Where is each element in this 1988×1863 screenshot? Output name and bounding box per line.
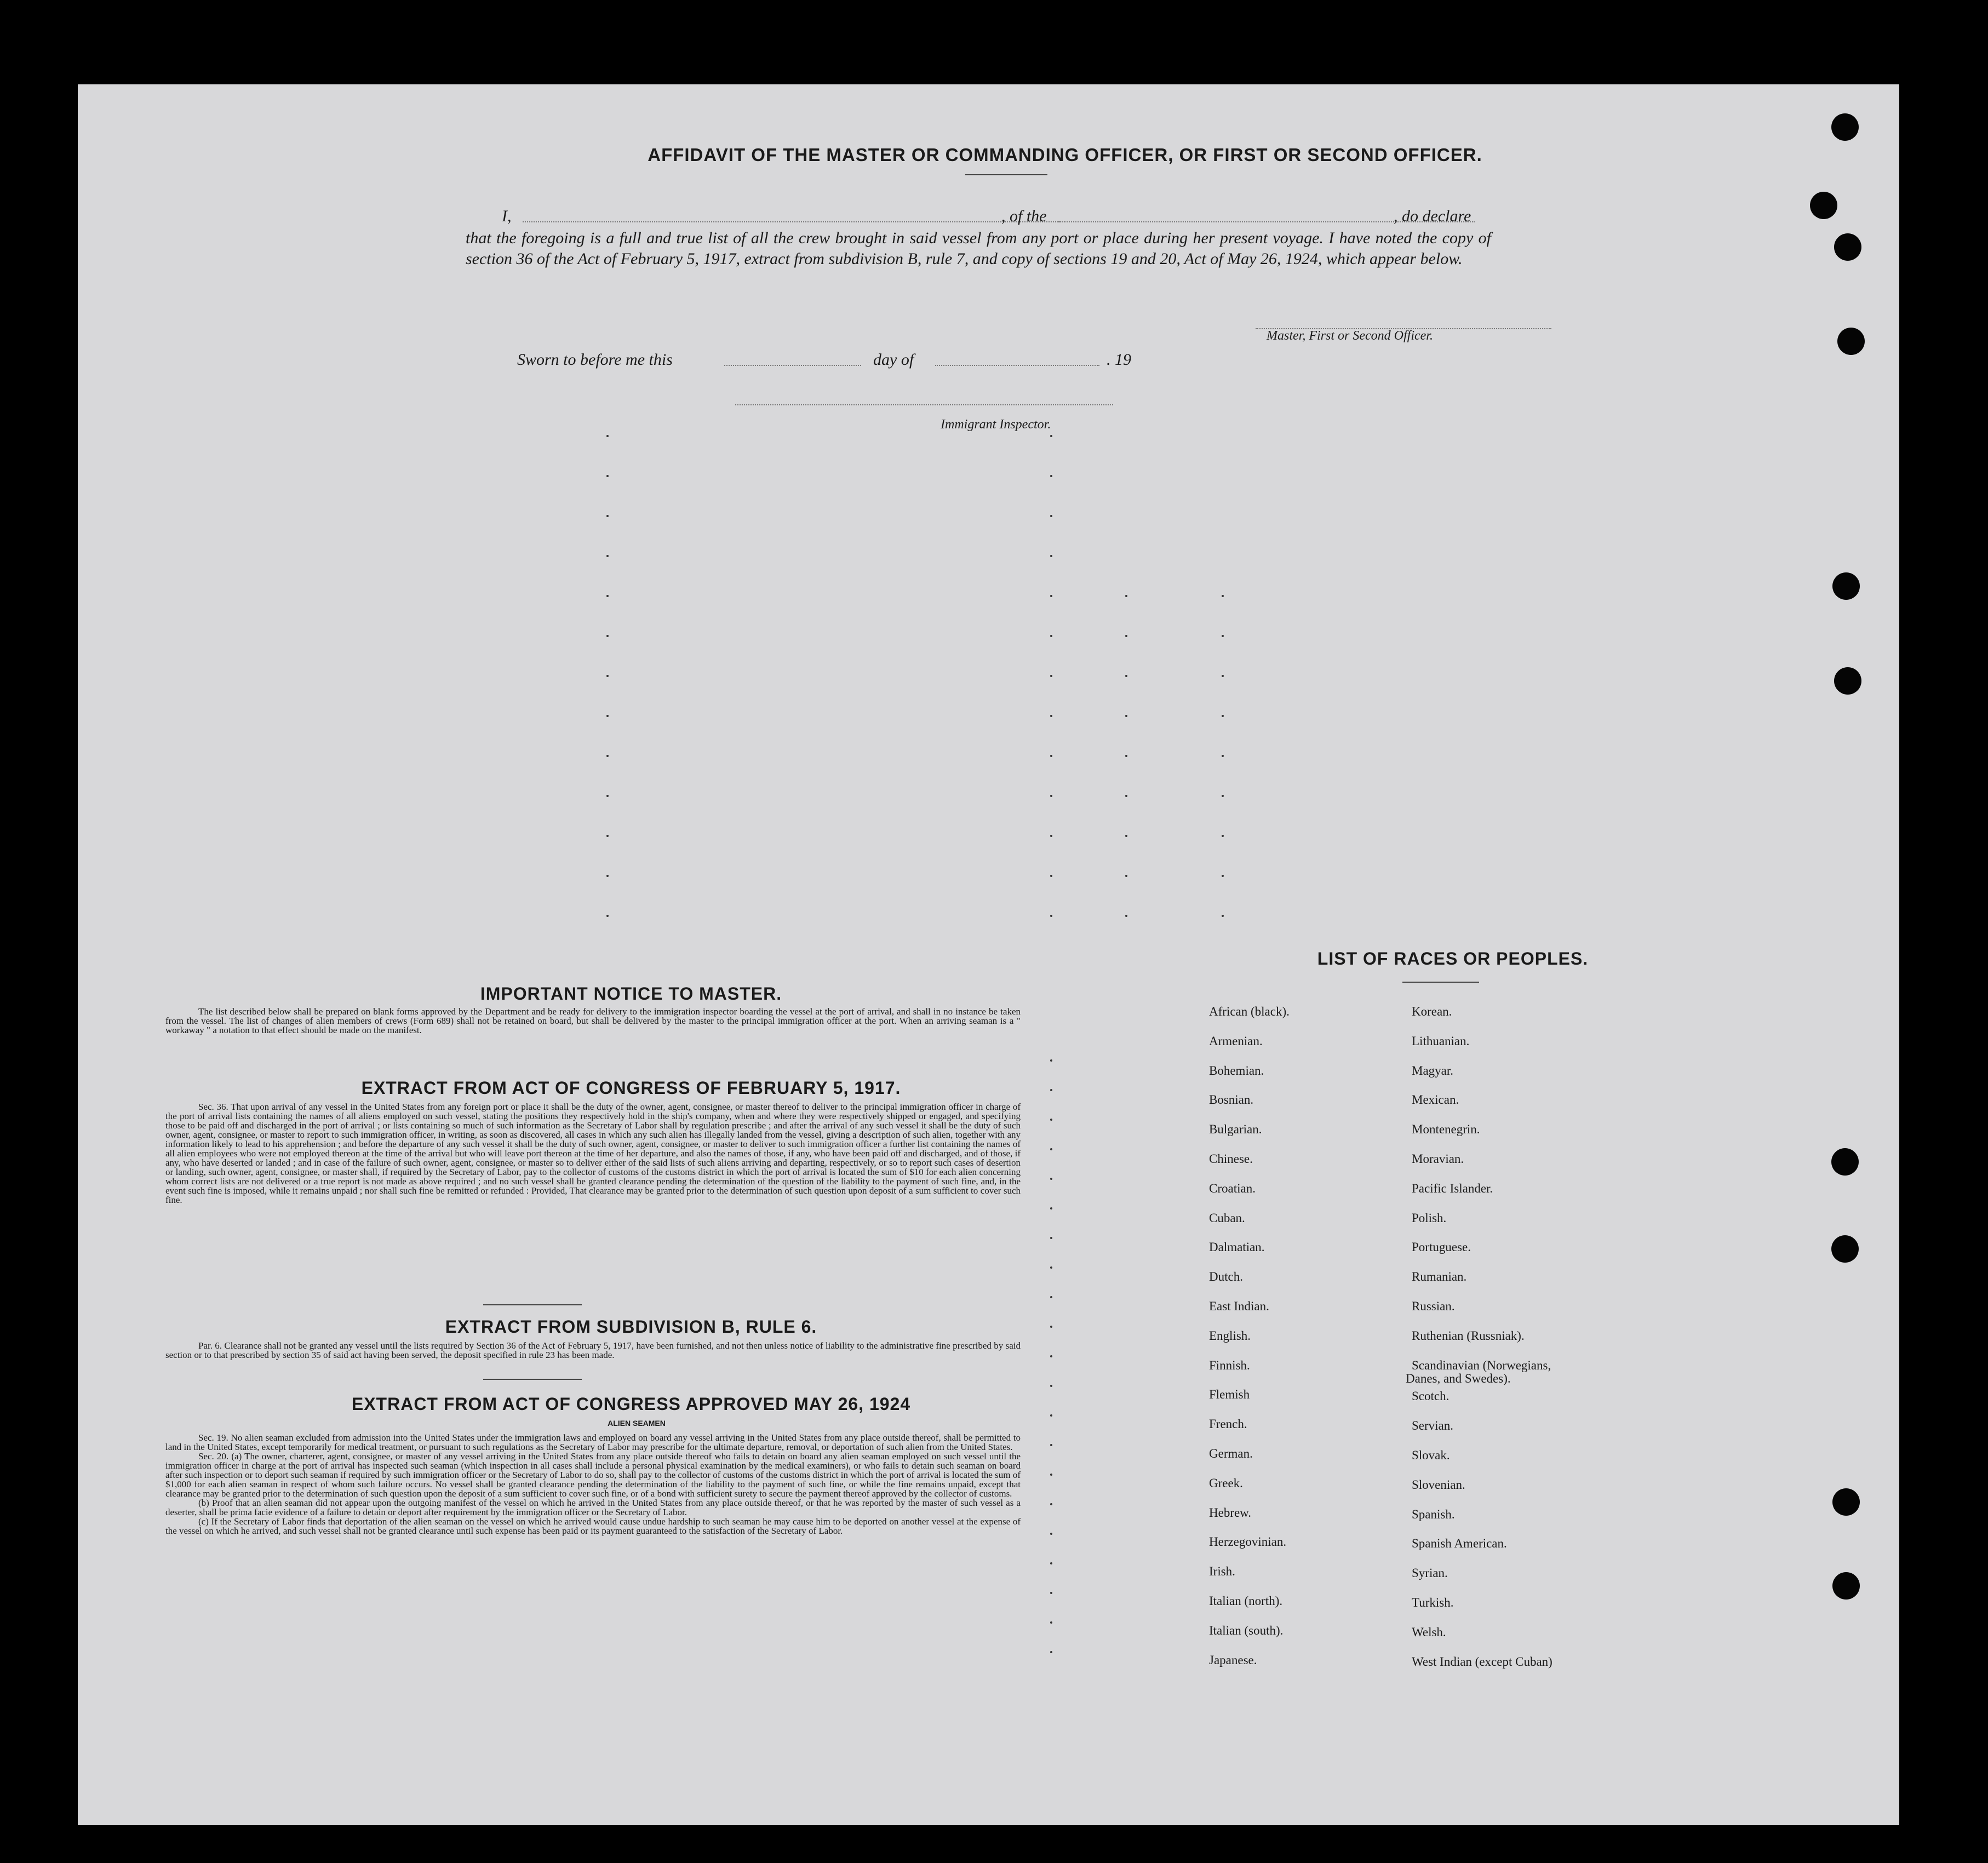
column-dot [1050, 595, 1052, 597]
extract-rule6-title: EXTRACT FROM SUBDIVISION B, RULE 6. [445, 1317, 817, 1337]
sec19-text: Sec. 19. No alien seaman excluded from admission into the United States under the immigration laws and employed on board any vessel arriving in the United States from any place outside thereof, shall be permitted to land in the United States, except temporarily for medical treatment, or pursuant to such regulations as the Secretary of Labor may prescribe for the ultimate departure, removal, or deportation of such alien from the United States. [165, 1432, 1021, 1452]
column-dot [1222, 835, 1224, 837]
race-item: Moravian. [1412, 1152, 1464, 1166]
column-dot [1050, 715, 1052, 717]
sec20a-text: Sec. 20. (a) The owner, charterer, agent, consignee, or master of any vessel arriving in the United States from any place outside thereof who fails to detain on board any alien seaman employed on such vessel until the immigration officer in charge at the port of arrival has inspected such seaman (which inspection in all cases shall include a personal physical examination by the medical examiners), or who fails to detain such seaman on board after such inspection or to deport such seaman if required by such immigration officer or the Secretary of Labor to do so, shall pay to the collector of customs of the customs district in which the port of arrival is located the sum of $1,000 for each alien seaman in respect of whom such failure occurs. No vessel shall be granted clearance pending the determination of the liability to the payment of such fine, or while the fine remains unpaid, except that clearance may be granted prior to the determination of such question upon the deposit of a sum sufficient to cover such fine, or of a bond with sufficient surety to secure the payment thereof approved by the collector of customs. [165, 1451, 1021, 1499]
master-signature-label: Master, First or Second Officer. [1267, 329, 1433, 343]
column-dot [1050, 1562, 1052, 1564]
column-dot [1125, 595, 1127, 597]
race-item: French. [1209, 1417, 1247, 1431]
race-item: Croatian. [1209, 1182, 1256, 1195]
inspector-signature-field[interactable] [735, 404, 1113, 405]
column-dot [1050, 435, 1052, 437]
column-dot [606, 635, 609, 637]
column-dot [1050, 635, 1052, 637]
column-dot [1050, 1207, 1052, 1209]
column-dot [1125, 755, 1127, 757]
column-dot [606, 915, 609, 917]
notice-title: IMPORTANT NOTICE TO MASTER. [480, 984, 782, 1004]
column-dot [606, 715, 609, 717]
race-item: Chinese. [1209, 1152, 1253, 1166]
binder-hole [1810, 192, 1837, 219]
column-dot [1050, 795, 1052, 797]
extract-1924-body [165, 1433, 1021, 1535]
race-item: Bosnian. [1209, 1093, 1254, 1107]
race-item: Polish. [1412, 1211, 1447, 1225]
column-dot [1125, 915, 1127, 917]
column-dot [1050, 475, 1052, 477]
column-dot [1050, 1237, 1052, 1239]
race-item: Mexican. [1412, 1093, 1459, 1107]
binder-hole [1837, 328, 1865, 355]
race-item: Dalmatian. [1209, 1240, 1265, 1254]
extract-1924-title: EXTRACT FROM ACT OF CONGRESS APPROVED MAY 26, 1924 [351, 1394, 911, 1414]
column-dot [1050, 1444, 1052, 1446]
extract-rule6-body: Par. 6. Clearance shall not be granted any vessel until the lists required by Section 36 of the Act of February 5, 1917, have been furnished, and not then unless notice of liability to the administrative fine prescribed by said section or to that prescribed by section 35 of said act having been served, the deposit specified in rule 23 has been made. [165, 1340, 1021, 1360]
races-title-rule [1402, 982, 1479, 983]
races-title: LIST OF RACES OR PEOPLES. [1317, 949, 1589, 968]
column-dot [1050, 1651, 1052, 1653]
race-item: West Indian (except Cuban) [1412, 1655, 1552, 1669]
column-dot [606, 795, 609, 797]
race-item: German. [1209, 1447, 1253, 1460]
race-item: Spanish. [1412, 1507, 1455, 1521]
race-item: Slovak. [1412, 1448, 1450, 1462]
race-item: Finnish. [1209, 1358, 1250, 1372]
inspector-label: Immigrant Inspector. [941, 417, 1051, 432]
race-item: Syrian. [1412, 1566, 1448, 1580]
column-dot [1050, 1414, 1052, 1417]
race-item: Irish. [1209, 1564, 1235, 1578]
race-item: Herzegovinian. [1209, 1535, 1287, 1549]
column-dot [1222, 755, 1224, 757]
binder-hole [1831, 1235, 1859, 1263]
race-item: Turkish. [1412, 1596, 1454, 1609]
extract-1917-rule [483, 1304, 582, 1305]
column-dot [1222, 675, 1224, 677]
column-dot [1050, 915, 1052, 917]
extract-1917-body: Sec. 36. That upon arrival of any vessel in the United States from any foreign port or place it shall be the duty of the owner, agent, consignee, or master thereof to deliver to the principal immigration officer in charge of the port of arrival lists containing the names of all aliens employed on such vessel, stating the positions they respectively hold in the ship's company, when and where they were respectively shipped or engaged, and specifying those to be paid off and discharged in the port of arrival ; or lists containing so much of such information as the Secretary of Labor shall by regulation prescribe ; and after the arrival of any such vessel it shall be the duty of such owner, agent, consignee, or master to report to such immigration officer, in writing, as soon as discovered, all cases in which any such alien has illegally landed from the vessel, giving a description of such alien, together with any information likely to lead to his apprehension ; and before the departure of any such vessel it shall be the duty of such owner, agent, consignee, or master to deliver to such immigration officer a further list containing the names of all alien employees who were not employed thereon at the time of the arrival but who will leave port thereon at the time of her departure, and also the names of those, if any, who have been paid off and discharged, and of those, if any, who have deserted or landed ; and in case of the failure of such owner, agent, consignee, or master so to deliver either of the said lists of such aliens arriving and departing, respectively, or so to report such cases of desertion or landing, such owner, agent, consignee, or master shall, if required by the Secretary of Labor, pay to the collector of customs of the customs district in which the port of arrival is located the sum of $10 for each alien concerning whom correct lists are not delivered or a true report is not made as above required ; and no such vessel shall be granted clearance pending the determination of the question of the liability to the payment of such fine, and, in the event such fine is imposed, while it remains unpaid ; nor shall such fine be remitted or refunded : Provided, That clearance may be granted prior to the determination of such question upon deposit of a sum sufficient to cover such fine. [165, 1102, 1021, 1205]
race-item: Ruthenian (Russniak). [1412, 1329, 1525, 1343]
column-dot [1125, 875, 1127, 877]
column-dot [1125, 835, 1127, 837]
column-dot [1222, 795, 1224, 797]
column-dot [1050, 835, 1052, 837]
race-item: Korean. [1412, 1005, 1452, 1018]
column-dot [1222, 595, 1224, 597]
column-dot [1050, 1326, 1052, 1328]
race-item: Spanish American. [1412, 1537, 1507, 1550]
race-item: Servian. [1412, 1419, 1454, 1432]
race-item: Bohemian. [1209, 1064, 1264, 1077]
column-dot [606, 755, 609, 757]
binder-hole [1832, 572, 1860, 600]
column-dot [1222, 715, 1224, 717]
sworn-day-field[interactable] [724, 365, 861, 366]
column-dot [1125, 715, 1127, 717]
column-dot [606, 555, 609, 557]
affidavit-title: AFFIDAVIT OF THE MASTER OR COMMANDING OFFICER, OR FIRST OR SECOND OFFICER. [648, 145, 1482, 165]
affidavit-body: that the foregoing is a full and true list of all the crew brought in said vessel from any port or place during her present voyage. I have noted the copy of section 36 of the Act of February 5, 1917, extract from subdivision B, rule 7, and copy of sections 19 and 20, Act of May 26, 1924, which appear below. [466, 229, 1491, 268]
column-dot [1050, 1503, 1052, 1505]
column-dot [1050, 1621, 1052, 1624]
column-dot [1050, 1474, 1052, 1476]
day-of-label: day of [873, 351, 914, 369]
notice-body: The list described below shall be prepared on blank forms approved by the Department and be ready for delivery to the immigration inspector boarding the vessel at the port of arrival, and shall in no instance be taken from the vessel. The list of changes of alien members of crews (Form 689) shall not be retained on board, but shall be delivered by the master to the principal immigration officer at the port. When an arriving seaman is a " workaway " a notation to that effect should be made on the manifest. [165, 1006, 1021, 1035]
binder-hole [1832, 1572, 1860, 1600]
race-item: Cuban. [1209, 1211, 1245, 1225]
column-dot [1125, 795, 1127, 797]
column-dot [1050, 1148, 1052, 1150]
column-dot [606, 595, 609, 597]
affidavit-line1-i: I, [502, 207, 512, 225]
race-item: Rumanian. [1412, 1270, 1467, 1283]
form-page [78, 84, 1899, 1825]
race-item: Greek. [1209, 1476, 1243, 1490]
race-item: Hebrew. [1209, 1506, 1252, 1520]
extract-rule6-rule [483, 1379, 582, 1380]
column-dot [606, 675, 609, 677]
column-dot [1050, 1296, 1052, 1298]
column-dot [606, 875, 609, 877]
year-label: . 19 [1107, 351, 1131, 369]
race-item: Italian (south). [1209, 1624, 1284, 1637]
affidavit-line1-of-the: , of the [1001, 207, 1047, 225]
race-item: Bulgarian. [1209, 1122, 1262, 1136]
column-dot [1050, 1178, 1052, 1180]
column-dot [1050, 1533, 1052, 1535]
column-dot [1125, 675, 1127, 677]
column-dot [1050, 1385, 1052, 1387]
column-dot [1050, 755, 1052, 757]
affidavit-title-rule [965, 174, 1047, 175]
extract-1924-subtitle: ALIEN SEAMEN [608, 1419, 666, 1428]
sec20c-text: (c) If the Secretary of Labor finds that deportation of the alien seaman on the vessel on which he arrived would cause undue hardship to such seaman he may cause him to be deported on another vessel at the expense of the vessel on which he arrived, and such vessel shall not be granted clearance until such expense has been paid or its payment guaranteed to the satisfaction of the Secretary of Labor. [165, 1516, 1021, 1536]
sec20b-text: (b) Proof that an alien seaman did not appear upon the outgoing manifest of the vessel on which he arrived in the United States from any place outside thereof, or that he was reported by the master of such vessel as a deserter, shall be prima facie evidence of a failure to detain or deport after requirement by the immigration officer or the Secretary of Labor. [165, 1498, 1021, 1517]
binder-hole [1834, 667, 1861, 695]
race-item: Dutch. [1209, 1270, 1243, 1283]
race-item: Slovenian. [1412, 1478, 1465, 1492]
race-item: African (black). [1209, 1005, 1290, 1018]
race-scandinavian-continued: Danes, and Swedes). [1406, 1372, 1511, 1385]
race-item: Magyar. [1412, 1064, 1454, 1077]
race-item: Pacific Islander. [1412, 1182, 1493, 1195]
binder-hole [1831, 1148, 1859, 1176]
race-item: East Indian. [1209, 1299, 1269, 1313]
race-item: Scandinavian (Norwegians, [1412, 1358, 1551, 1372]
column-dot [1050, 1355, 1052, 1357]
column-dot [1050, 1592, 1052, 1594]
sworn-label: Sworn to before me this [517, 351, 673, 369]
race-item: Portuguese. [1412, 1240, 1471, 1254]
column-dot [1222, 915, 1224, 917]
binder-hole [1834, 233, 1861, 261]
column-dot [1222, 875, 1224, 877]
column-dot [1050, 675, 1052, 677]
column-dot [1050, 555, 1052, 557]
column-dot [1125, 635, 1127, 637]
race-item: Welsh. [1412, 1625, 1446, 1639]
race-item: Scotch. [1412, 1389, 1450, 1403]
column-dot [606, 515, 609, 517]
sworn-month-field[interactable] [935, 365, 1099, 366]
binder-hole [1831, 113, 1859, 141]
column-dot [1050, 875, 1052, 877]
race-item: Lithuanian. [1412, 1034, 1470, 1048]
column-dot [1050, 515, 1052, 517]
race-item: English. [1209, 1329, 1251, 1343]
extract-1917-title: EXTRACT FROM ACT OF CONGRESS OF FEBRUARY 5, 1917. [361, 1078, 901, 1098]
column-dot [1222, 635, 1224, 637]
race-item: Montenegrin. [1412, 1122, 1480, 1136]
race-item: Italian (north). [1209, 1594, 1283, 1608]
column-dot [606, 835, 609, 837]
column-dot [1050, 1059, 1052, 1062]
column-dot [1050, 1089, 1052, 1091]
binder-hole [1832, 1488, 1860, 1516]
column-dot [606, 475, 609, 477]
affidavit-line1-do-declare: , do declare [1394, 207, 1471, 225]
race-item: Japanese. [1209, 1653, 1257, 1667]
master-name-field[interactable] [523, 221, 1065, 222]
column-dot [1050, 1119, 1052, 1121]
race-item: Flemish [1209, 1388, 1250, 1401]
race-item: Armenian. [1209, 1034, 1263, 1048]
race-item: Russian. [1412, 1299, 1455, 1313]
column-dot [1050, 1266, 1052, 1269]
column-dot [606, 435, 609, 437]
